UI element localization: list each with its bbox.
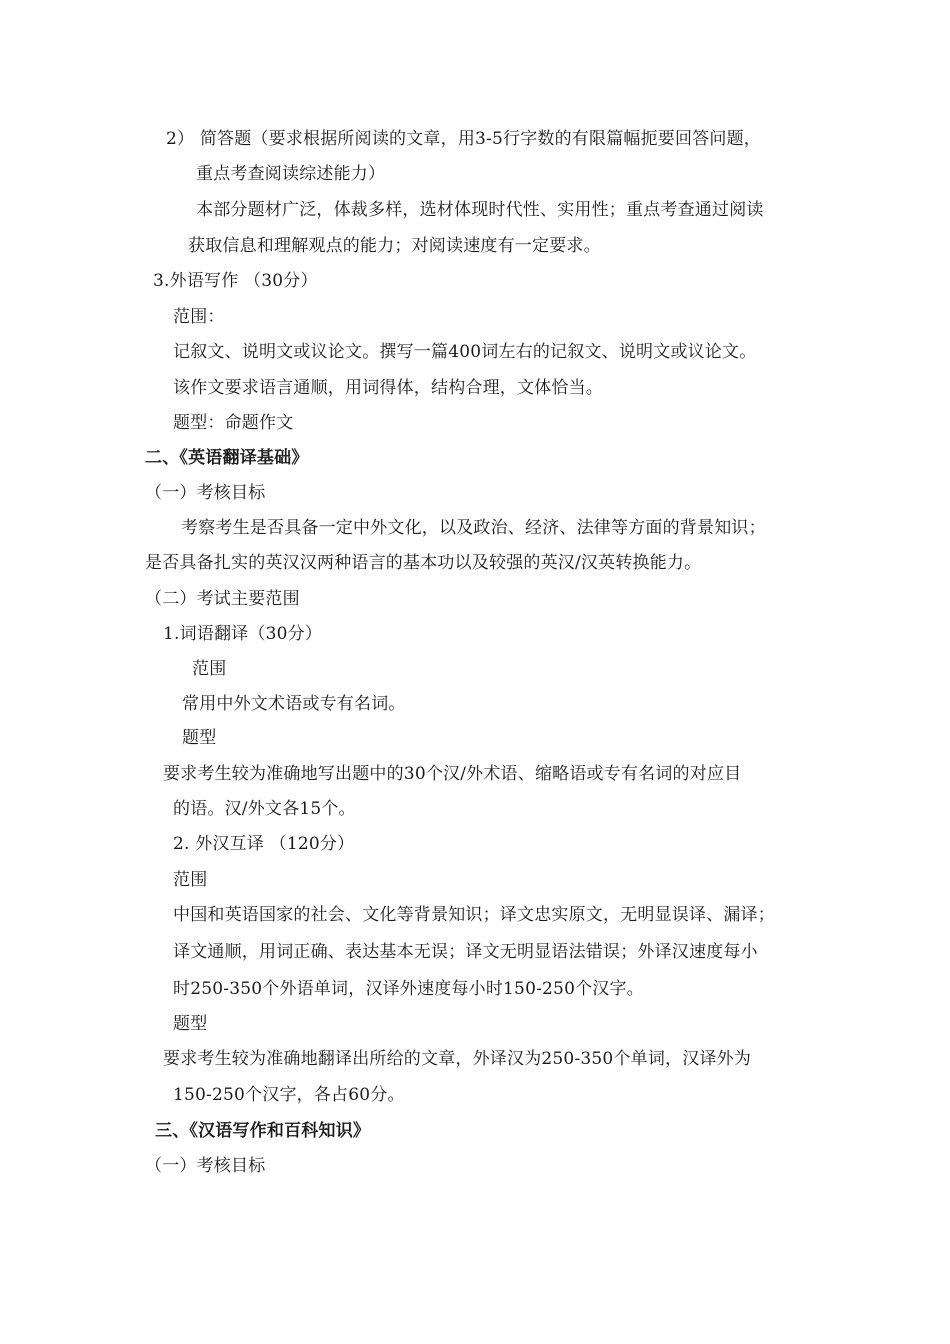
section-heading: 三、《汉语写作和百科知识》 bbox=[155, 1121, 371, 1141]
subsection-heading: （一）考核目标 bbox=[145, 1156, 266, 1176]
text-line: 题型：命题作文 bbox=[173, 413, 294, 433]
item-heading: 1.词语翻译（30分） bbox=[163, 624, 323, 644]
text-line: 常用中外文术语或专有名词。 bbox=[182, 694, 406, 714]
text-line: 是否具备扎实的英汉汉两种语言的基本功以及较强的英汉/汉英转换能力。 bbox=[145, 553, 702, 573]
text-line: 记叙文、说明文或议论文。撰写一篇400词左右的记叙文、说明文或议论文。 bbox=[173, 342, 757, 362]
subsection-heading: （一）考核目标 bbox=[145, 483, 266, 503]
text-line: 该作文要求语言通顺，用词得体，结构合理，文体恰当。 bbox=[173, 378, 603, 398]
text-line: 范围 bbox=[173, 870, 208, 890]
text-line: 获取信息和理解观点的能力；对阅读速度有一定要求。 bbox=[188, 236, 601, 256]
text-line: 题型 bbox=[173, 1014, 208, 1034]
section-heading: 3.外语写作 （30分） bbox=[153, 271, 318, 291]
text-line: 中国和英语国家的社会、文化等背景知识；译文忠实原文，无明显误译、漏译； bbox=[173, 905, 775, 925]
text-line: 范围： bbox=[173, 307, 225, 327]
text-line: 考察考生是否具备一定中外文化，以及政治、经济、法律等方面的背景知识； bbox=[181, 518, 766, 538]
text-line: 要求考生较为准确地翻译出所给的文章，外译汉为250-350个单词，汉译外为 bbox=[163, 1049, 752, 1069]
text-line: 本部分题材广泛，体裁多样，选材体现时代性、实用性；重点考查通过阅读 bbox=[196, 200, 764, 220]
text-line: 时250-350个外语单词，汉译外速度每小时150-250个汉字。 bbox=[173, 979, 644, 999]
section-heading: 二、《英语翻译基础》 bbox=[145, 448, 309, 468]
text-line: 的语。汉/外文各15个。 bbox=[173, 799, 356, 819]
text-line: 重点考查阅读综述能力） bbox=[196, 164, 386, 184]
text-line: 译文通顺，用词正确、表达基本无误；译文无明显语法错误；外译汉速度每小 bbox=[173, 942, 758, 962]
text-line: 2） 简答题（要求根据所阅读的文章，用3-5行字数的有限篇幅扼要回答问题， bbox=[166, 129, 761, 149]
subsection-heading: （二）考试主要范围 bbox=[145, 589, 300, 609]
text-line: 范围 bbox=[192, 659, 227, 679]
text-line: 要求考生较为准确地写出题中的30个汉/外术语、缩略语或专有名词的对应目 bbox=[163, 764, 742, 784]
text-line: 题型 bbox=[182, 728, 217, 748]
item-heading: 2. 外汉互译 （120分） bbox=[173, 834, 355, 854]
text-line: 150-250个汉字，各占60分。 bbox=[173, 1085, 405, 1105]
